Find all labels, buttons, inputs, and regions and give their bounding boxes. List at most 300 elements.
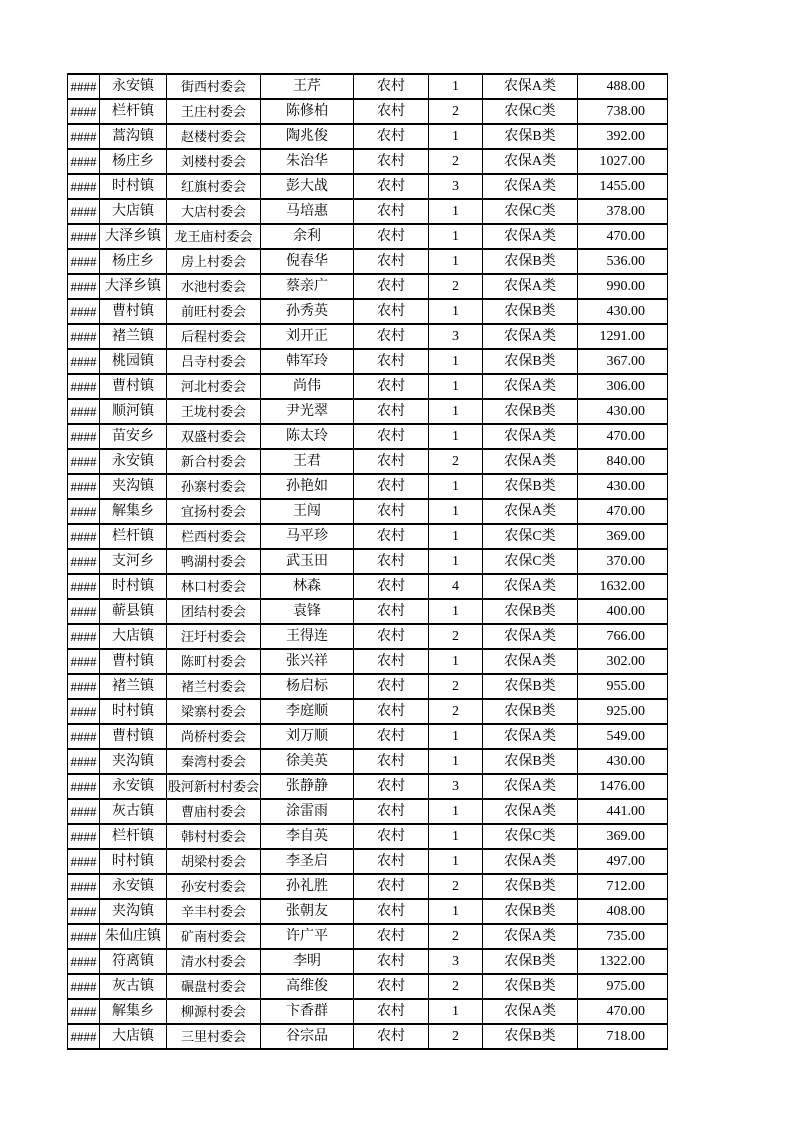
cell-village-committee: 后程村委会 [167, 324, 261, 349]
cell-overflow-marker: #### [68, 724, 100, 749]
cell-town: 桃园镇 [100, 349, 167, 374]
cell-town: 大店镇 [100, 199, 167, 224]
cell-insurance-class: 农保A类 [483, 624, 578, 649]
cell-town: 夹沟镇 [100, 749, 167, 774]
cell-person-name: 袁锋 [261, 599, 354, 624]
cell-amount: 430.00 [578, 299, 668, 324]
cell-residence-category: 农村 [354, 199, 429, 224]
cell-residence-category: 农村 [354, 574, 429, 599]
cell-village-committee: 股河新村村委会 [167, 774, 261, 799]
table-row [68, 349, 668, 374]
cell-residence-category: 农村 [354, 974, 429, 999]
cell-overflow-marker: #### [68, 974, 100, 999]
cell-overflow-marker: #### [68, 849, 100, 874]
cell-person-name: 刘开正 [261, 324, 354, 349]
cell-person-count: 2 [429, 674, 483, 699]
cell-amount: 392.00 [578, 124, 668, 149]
cell-village-committee: 栏西村委会 [167, 524, 261, 549]
cell-village-committee: 河北村委会 [167, 374, 261, 399]
cell-overflow-marker: #### [68, 324, 100, 349]
cell-village-committee: 双盛村委会 [167, 424, 261, 449]
cell-person-name: 许广平 [261, 924, 354, 949]
cell-amount: 1027.00 [578, 149, 668, 174]
cell-amount: 302.00 [578, 649, 668, 674]
cell-person-count: 1 [429, 524, 483, 549]
table-row [68, 774, 668, 799]
cell-village-committee: 水池村委会 [167, 274, 261, 299]
cell-village-committee: 房上村委会 [167, 249, 261, 274]
cell-person-name: 彭大战 [261, 174, 354, 199]
cell-amount: 470.00 [578, 499, 668, 524]
cell-overflow-marker: #### [68, 774, 100, 799]
cell-residence-category: 农村 [354, 849, 429, 874]
cell-insurance-class: 农保B类 [483, 674, 578, 699]
table-row [68, 624, 668, 649]
cell-insurance-class: 农保B类 [483, 349, 578, 374]
cell-residence-category: 农村 [354, 899, 429, 924]
cell-person-count: 3 [429, 949, 483, 974]
cell-residence-category: 农村 [354, 824, 429, 849]
cell-overflow-marker: #### [68, 1024, 100, 1049]
cell-person-name: 李自英 [261, 824, 354, 849]
cell-village-committee: 龙王庙村委会 [167, 224, 261, 249]
cell-insurance-class: 农保B类 [483, 949, 578, 974]
cell-person-count: 2 [429, 1024, 483, 1049]
cell-person-name: 尹光翠 [261, 399, 354, 424]
cell-town: 杨庄乡 [100, 149, 167, 174]
cell-person-count: 1 [429, 399, 483, 424]
table-row [68, 474, 668, 499]
cell-person-name: 朱治华 [261, 149, 354, 174]
cell-overflow-marker: #### [68, 474, 100, 499]
cell-person-name: 蔡亲广 [261, 274, 354, 299]
cell-overflow-marker: #### [68, 899, 100, 924]
cell-overflow-marker: #### [68, 999, 100, 1024]
cell-village-committee: 前旺村委会 [167, 299, 261, 324]
cell-person-count: 1 [429, 374, 483, 399]
cell-person-count: 1 [429, 749, 483, 774]
table-row [68, 99, 668, 124]
cell-residence-category: 农村 [354, 474, 429, 499]
cell-village-committee: 矿南村委会 [167, 924, 261, 949]
cell-residence-category: 农村 [354, 549, 429, 574]
cell-overflow-marker: #### [68, 124, 100, 149]
cell-town: 蒿沟镇 [100, 124, 167, 149]
cell-insurance-class: 农保A类 [483, 649, 578, 674]
cell-overflow-marker: #### [68, 549, 100, 574]
cell-village-committee: 王庄村委会 [167, 99, 261, 124]
cell-insurance-class: 农保A类 [483, 174, 578, 199]
cell-overflow-marker: #### [68, 349, 100, 374]
table-row [68, 124, 668, 149]
cell-insurance-class: 农保A类 [483, 999, 578, 1024]
cell-insurance-class: 农保C类 [483, 549, 578, 574]
cell-person-name: 陶兆俊 [261, 124, 354, 149]
cell-amount: 367.00 [578, 349, 668, 374]
cell-residence-category: 农村 [354, 424, 429, 449]
cell-insurance-class: 农保B类 [483, 474, 578, 499]
cell-insurance-class: 农保A类 [483, 374, 578, 399]
cell-overflow-marker: #### [68, 749, 100, 774]
cell-insurance-class: 农保B类 [483, 874, 578, 899]
table-row [68, 524, 668, 549]
cell-amount: 470.00 [578, 424, 668, 449]
cell-village-committee: 孙寨村委会 [167, 474, 261, 499]
cell-person-count: 1 [429, 199, 483, 224]
cell-person-name: 马平珍 [261, 524, 354, 549]
cell-town: 褚兰镇 [100, 674, 167, 699]
cell-insurance-class: 农保B类 [483, 699, 578, 724]
cell-person-name: 王得连 [261, 624, 354, 649]
cell-insurance-class: 农保C类 [483, 824, 578, 849]
table-row [68, 724, 668, 749]
cell-village-committee: 清水村委会 [167, 949, 261, 974]
cell-insurance-class: 农保B类 [483, 974, 578, 999]
cell-overflow-marker: #### [68, 574, 100, 599]
cell-village-committee: 鸭湖村委会 [167, 549, 261, 574]
cell-residence-category: 农村 [354, 674, 429, 699]
cell-residence-category: 农村 [354, 74, 429, 99]
cell-person-count: 1 [429, 74, 483, 99]
cell-person-count: 2 [429, 274, 483, 299]
cell-amount: 840.00 [578, 449, 668, 474]
cell-village-committee: 林口村委会 [167, 574, 261, 599]
table-row [68, 224, 668, 249]
cell-town: 解集乡 [100, 999, 167, 1024]
cell-person-count: 2 [429, 874, 483, 899]
cell-residence-category: 农村 [354, 624, 429, 649]
cell-residence-category: 农村 [354, 274, 429, 299]
table-row [68, 199, 668, 224]
cell-amount: 955.00 [578, 674, 668, 699]
cell-insurance-class: 农保A类 [483, 274, 578, 299]
cell-residence-category: 农村 [354, 1024, 429, 1049]
cell-person-count: 1 [429, 474, 483, 499]
cell-person-name: 涂雷雨 [261, 799, 354, 824]
cell-amount: 549.00 [578, 724, 668, 749]
cell-residence-category: 农村 [354, 499, 429, 524]
cell-town: 褚兰镇 [100, 324, 167, 349]
cell-town: 顺河镇 [100, 399, 167, 424]
table-row [68, 849, 668, 874]
table-row [68, 674, 668, 699]
table-row [68, 449, 668, 474]
table-row [68, 899, 668, 924]
cell-person-count: 1 [429, 224, 483, 249]
cell-town: 灰古镇 [100, 974, 167, 999]
cell-person-name: 韩军玲 [261, 349, 354, 374]
cell-town: 支河乡 [100, 549, 167, 574]
cell-overflow-marker: #### [68, 149, 100, 174]
cell-town: 蕲县镇 [100, 599, 167, 624]
cell-person-count: 1 [429, 249, 483, 274]
table-row [68, 249, 668, 274]
cell-town: 栏杆镇 [100, 524, 167, 549]
cell-town: 永安镇 [100, 449, 167, 474]
cell-village-committee: 王垅村委会 [167, 399, 261, 424]
cell-overflow-marker: #### [68, 224, 100, 249]
cell-village-committee: 团结村委会 [167, 599, 261, 624]
table-row [68, 1024, 668, 1049]
cell-amount: 408.00 [578, 899, 668, 924]
cell-insurance-class: 农保B类 [483, 749, 578, 774]
cell-village-committee: 街西村委会 [167, 74, 261, 99]
cell-overflow-marker: #### [68, 374, 100, 399]
cell-village-committee: 陈町村委会 [167, 649, 261, 674]
table-row [68, 149, 668, 174]
cell-town: 时村镇 [100, 849, 167, 874]
cell-person-name: 李庭顺 [261, 699, 354, 724]
cell-person-name: 李明 [261, 949, 354, 974]
cell-person-count: 1 [429, 999, 483, 1024]
cell-overflow-marker: #### [68, 449, 100, 474]
cell-amount: 536.00 [578, 249, 668, 274]
cell-person-count: 1 [429, 599, 483, 624]
cell-person-count: 1 [429, 124, 483, 149]
cell-residence-category: 农村 [354, 124, 429, 149]
cell-town: 永安镇 [100, 74, 167, 99]
cell-overflow-marker: #### [68, 199, 100, 224]
cell-insurance-class: 农保B类 [483, 299, 578, 324]
cell-village-committee: 红旗村委会 [167, 174, 261, 199]
table-row [68, 999, 668, 1024]
cell-residence-category: 农村 [354, 524, 429, 549]
cell-amount: 470.00 [578, 999, 668, 1024]
cell-insurance-class: 农保A类 [483, 574, 578, 599]
cell-amount: 1632.00 [578, 574, 668, 599]
table-row [68, 799, 668, 824]
cell-village-committee: 韩村村委会 [167, 824, 261, 849]
cell-residence-category: 农村 [354, 299, 429, 324]
cell-residence-category: 农村 [354, 949, 429, 974]
cell-residence-category: 农村 [354, 99, 429, 124]
cell-amount: 400.00 [578, 599, 668, 624]
cell-amount: 925.00 [578, 699, 668, 724]
cell-village-committee: 褚兰村委会 [167, 674, 261, 699]
cell-town: 曹村镇 [100, 299, 167, 324]
cell-village-committee: 三里村委会 [167, 1024, 261, 1049]
cell-residence-category: 农村 [354, 599, 429, 624]
table-row [68, 924, 668, 949]
cell-town: 夹沟镇 [100, 899, 167, 924]
cell-town: 解集乡 [100, 499, 167, 524]
table-row [68, 424, 668, 449]
cell-overflow-marker: #### [68, 524, 100, 549]
cell-overflow-marker: #### [68, 299, 100, 324]
cell-person-count: 3 [429, 324, 483, 349]
cell-amount: 378.00 [578, 199, 668, 224]
cell-insurance-class: 农保A类 [483, 424, 578, 449]
cell-residence-category: 农村 [354, 449, 429, 474]
cell-person-count: 3 [429, 774, 483, 799]
cell-person-name: 陈修柏 [261, 99, 354, 124]
cell-town: 栏杆镇 [100, 99, 167, 124]
cell-person-count: 1 [429, 424, 483, 449]
cell-overflow-marker: #### [68, 924, 100, 949]
cell-person-name: 徐美英 [261, 749, 354, 774]
cell-amount: 712.00 [578, 874, 668, 899]
cell-person-name: 马培惠 [261, 199, 354, 224]
cell-insurance-class: 农保B类 [483, 1024, 578, 1049]
cell-residence-category: 农村 [354, 149, 429, 174]
cell-person-name: 张兴祥 [261, 649, 354, 674]
cell-amount: 975.00 [578, 974, 668, 999]
table-row [68, 874, 668, 899]
cell-overflow-marker: #### [68, 949, 100, 974]
cell-village-committee: 孙安村委会 [167, 874, 261, 899]
cell-person-name: 孙秀英 [261, 299, 354, 324]
cell-amount: 1322.00 [578, 949, 668, 974]
cell-town: 大泽乡镇 [100, 224, 167, 249]
cell-person-name: 尚伟 [261, 374, 354, 399]
cell-town: 大店镇 [100, 624, 167, 649]
cell-amount: 430.00 [578, 399, 668, 424]
cell-residence-category: 农村 [354, 874, 429, 899]
cell-overflow-marker: #### [68, 649, 100, 674]
cell-person-name: 谷宗品 [261, 1024, 354, 1049]
table-row [68, 574, 668, 599]
cell-insurance-class: 农保A类 [483, 499, 578, 524]
cell-person-count: 2 [429, 624, 483, 649]
cell-town: 灰古镇 [100, 799, 167, 824]
cell-insurance-class: 农保A类 [483, 324, 578, 349]
table-row [68, 274, 668, 299]
cell-residence-category: 农村 [354, 349, 429, 374]
cell-amount: 430.00 [578, 474, 668, 499]
cell-person-count: 1 [429, 649, 483, 674]
cell-overflow-marker: #### [68, 274, 100, 299]
cell-insurance-class: 农保B类 [483, 124, 578, 149]
cell-amount: 441.00 [578, 799, 668, 824]
cell-village-committee: 柳源村委会 [167, 999, 261, 1024]
cell-amount: 369.00 [578, 824, 668, 849]
cell-person-count: 2 [429, 924, 483, 949]
cell-person-count: 1 [429, 799, 483, 824]
cell-insurance-class: 农保A类 [483, 774, 578, 799]
cell-residence-category: 农村 [354, 224, 429, 249]
cell-insurance-class: 农保A类 [483, 74, 578, 99]
table-row [68, 699, 668, 724]
cell-person-count: 1 [429, 349, 483, 374]
cell-residence-category: 农村 [354, 374, 429, 399]
cell-insurance-class: 农保B类 [483, 599, 578, 624]
cell-village-committee: 宜扬村委会 [167, 499, 261, 524]
cell-person-name: 武玉田 [261, 549, 354, 574]
cell-person-count: 4 [429, 574, 483, 599]
cell-town: 符离镇 [100, 949, 167, 974]
cell-residence-category: 农村 [354, 699, 429, 724]
cell-village-committee: 曹庙村委会 [167, 799, 261, 824]
cell-village-committee: 尚桥村委会 [167, 724, 261, 749]
cell-overflow-marker: #### [68, 874, 100, 899]
cell-insurance-class: 农保A类 [483, 724, 578, 749]
cell-overflow-marker: #### [68, 174, 100, 199]
cell-residence-category: 农村 [354, 174, 429, 199]
table-row [68, 374, 668, 399]
table-row [68, 599, 668, 624]
cell-overflow-marker: #### [68, 674, 100, 699]
records-table [67, 73, 668, 1050]
cell-amount: 718.00 [578, 1024, 668, 1049]
cell-person-name: 王芹 [261, 74, 354, 99]
table-row [68, 174, 668, 199]
cell-overflow-marker: #### [68, 624, 100, 649]
cell-amount: 497.00 [578, 849, 668, 874]
cell-person-name: 陈太玲 [261, 424, 354, 449]
cell-amount: 470.00 [578, 224, 668, 249]
cell-person-count: 2 [429, 99, 483, 124]
cell-insurance-class: 农保B类 [483, 249, 578, 274]
cell-person-name: 孙礼胜 [261, 874, 354, 899]
cell-town: 永安镇 [100, 774, 167, 799]
cell-person-name: 王君 [261, 449, 354, 474]
cell-person-count: 1 [429, 824, 483, 849]
cell-person-count: 1 [429, 899, 483, 924]
cell-town: 时村镇 [100, 699, 167, 724]
cell-person-name: 张朝友 [261, 899, 354, 924]
cell-amount: 1455.00 [578, 174, 668, 199]
table-row [68, 974, 668, 999]
table-body [68, 74, 668, 1049]
cell-person-count: 2 [429, 974, 483, 999]
cell-person-name: 卞香群 [261, 999, 354, 1024]
cell-person-name: 林森 [261, 574, 354, 599]
cell-town: 曹村镇 [100, 374, 167, 399]
cell-person-name: 倪春华 [261, 249, 354, 274]
cell-insurance-class: 农保A类 [483, 924, 578, 949]
cell-village-committee: 大店村委会 [167, 199, 261, 224]
cell-person-name: 孙艳如 [261, 474, 354, 499]
cell-town: 曹村镇 [100, 649, 167, 674]
cell-overflow-marker: #### [68, 799, 100, 824]
table-row [68, 499, 668, 524]
cell-residence-category: 农村 [354, 924, 429, 949]
cell-overflow-marker: #### [68, 824, 100, 849]
cell-town: 大泽乡镇 [100, 274, 167, 299]
cell-overflow-marker: #### [68, 699, 100, 724]
cell-amount: 990.00 [578, 274, 668, 299]
cell-town: 夹沟镇 [100, 474, 167, 499]
cell-person-name: 余利 [261, 224, 354, 249]
cell-village-committee: 吕寺村委会 [167, 349, 261, 374]
cell-residence-category: 农村 [354, 249, 429, 274]
cell-village-committee: 梁寨村委会 [167, 699, 261, 724]
cell-person-count: 1 [429, 724, 483, 749]
cell-amount: 735.00 [578, 924, 668, 949]
cell-insurance-class: 农保A类 [483, 149, 578, 174]
cell-insurance-class: 农保A类 [483, 849, 578, 874]
cell-town: 时村镇 [100, 574, 167, 599]
cell-person-count: 2 [429, 449, 483, 474]
cell-insurance-class: 农保B类 [483, 399, 578, 424]
cell-person-name: 李圣启 [261, 849, 354, 874]
cell-overflow-marker: #### [68, 424, 100, 449]
cell-village-committee: 刘楼村委会 [167, 149, 261, 174]
cell-residence-category: 农村 [354, 724, 429, 749]
spreadsheet-print-area [67, 73, 668, 1050]
cell-village-committee: 辛丰村委会 [167, 899, 261, 924]
cell-amount: 369.00 [578, 524, 668, 549]
cell-insurance-class: 农保A类 [483, 449, 578, 474]
cell-village-committee: 新合村委会 [167, 449, 261, 474]
cell-person-count: 3 [429, 174, 483, 199]
cell-overflow-marker: #### [68, 74, 100, 99]
cell-overflow-marker: #### [68, 399, 100, 424]
cell-town: 苗安乡 [100, 424, 167, 449]
cell-town: 栏杆镇 [100, 824, 167, 849]
cell-person-count: 1 [429, 849, 483, 874]
cell-insurance-class: 农保C类 [483, 99, 578, 124]
